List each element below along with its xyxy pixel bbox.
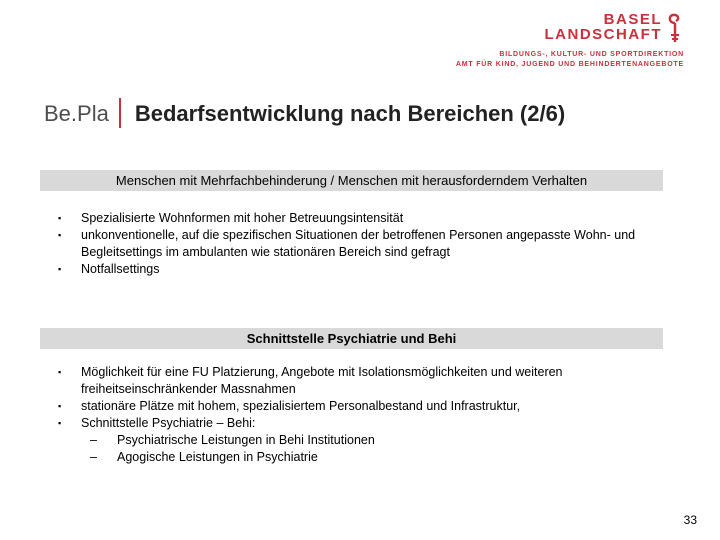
- department-line-1: BILDUNGS-, KULTUR- UND SPORTDIREKTION: [499, 51, 684, 58]
- department-line-2: AMT FÜR KIND, JUGEND UND BEHINDERTENANGEBOTE: [455, 61, 684, 68]
- title-separator: [119, 98, 121, 128]
- section2-list: [58, 364, 648, 466]
- slide-title: [44, 98, 565, 128]
- logo-wordmark: [545, 12, 663, 42]
- bullet-icon: ▪: [58, 401, 62, 411]
- bullet-icon: ▪: [58, 418, 62, 428]
- dash-icon: –: [90, 433, 97, 447]
- canton-logo: [434, 12, 684, 72]
- department-text: [456, 50, 684, 70]
- list-item-text: Spezialisierte Wohnformen mit hoher Betreuungsintensität: [81, 211, 404, 225]
- sub-list: [81, 432, 648, 466]
- section1-list: [58, 210, 648, 278]
- dash-icon: –: [90, 450, 97, 464]
- bullet-icon: ▪: [58, 264, 62, 274]
- list-item-text: unkonventionelle, auf die spezifischen Situationen der betroffenen Personen angepasste Wohn- und Begleitsettings im ambulanten wie stationären Bereich sind gefragt: [81, 228, 636, 259]
- logo-line-2: LANDSCHAFT: [544, 26, 662, 43]
- section-header-mehrfachbehinderung: Menschen mit Mehrfachbehinderung / Menschen mit herausforderndem Verhalten: [40, 170, 663, 191]
- list-item: [58, 364, 648, 398]
- sub-list-item-text: Psychiatrische Leistungen in Behi Institutionen: [117, 433, 375, 447]
- list-item: [58, 227, 648, 261]
- title-main: Bedarfsentwicklung nach Bereichen (2/6): [134, 101, 566, 126]
- list-item: [58, 398, 648, 415]
- list-item-text: Notfallsettings: [81, 262, 160, 276]
- bullet-icon: ▪: [58, 213, 62, 223]
- crozier-icon: [666, 13, 684, 43]
- bullet-icon: ▪: [58, 230, 62, 240]
- list-item: [58, 415, 648, 466]
- list-item: [58, 210, 648, 227]
- list-item-text: Möglichkeit für eine FU Platzierung, Angebote mit Isolationsmöglichkeiten und weiteren freiheitseinschränkender Massnahmen: [81, 365, 563, 396]
- list-item: [58, 261, 648, 278]
- sub-list-item: [81, 432, 648, 449]
- sub-list-item-text: Agogische Leistungen in Psychiatrie: [117, 450, 318, 464]
- sub-list-item: [81, 449, 648, 466]
- list-item-text: stationäre Plätze mit hohem, spezialisiertem Personalbestand und Infrastruktur,: [81, 399, 521, 413]
- title-prefix: Be.Pla: [44, 101, 109, 126]
- section-header-schnittstelle: Schnittstelle Psychiatrie und Behi: [40, 328, 663, 349]
- bullet-icon: ▪: [58, 367, 62, 377]
- page-number: 33: [683, 513, 697, 527]
- list-item-text: Schnittstelle Psychiatrie – Behi:: [81, 416, 256, 430]
- logo-line-1: BASEL: [603, 11, 662, 28]
